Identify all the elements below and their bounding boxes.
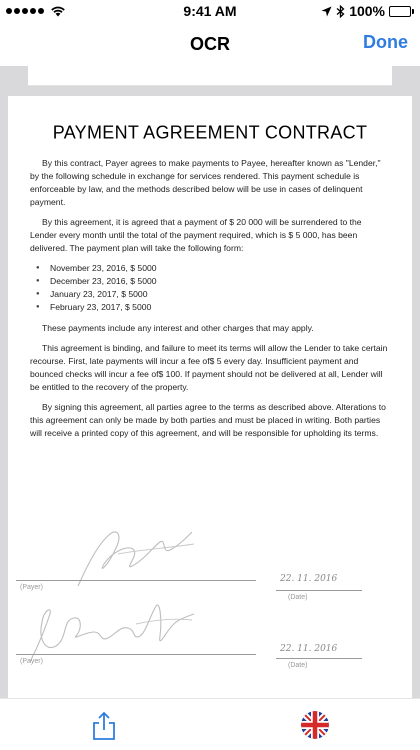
- document-viewer[interactable]: [0, 66, 420, 698]
- share-icon[interactable]: [90, 711, 118, 741]
- date-label-2: (Date): [288, 662, 308, 669]
- payment-schedule: [36, 262, 390, 314]
- paragraph-payment-terms: By this agreement, it is agreed that a payment of $ 20 000 will be surrendered to the Lender every month until the total of the payment required, which is $ 5 000, has been delivered. The payment plan will take the following form:: [30, 217, 362, 253]
- payer-signature-2: [16, 596, 196, 666]
- paragraph-signing: By signing this agreement, all parties agree to the terms as described above. Alterations to this agreement can only be made by both parties and must be placed in writing. Both parties will receive a printed copy of this agreement, and will be responsible for upholding its terms.: [30, 402, 386, 438]
- paragraph-intro: By this contract, Payer agrees to make payments to Payee, hereafter known as "Lender," by the following schedule in exchange for services rendered. This payment schedule is enforceable by law, and the methods described below will be use in cases of delinquent payment.: [30, 158, 381, 207]
- status-time: 9:41 AM: [183, 3, 237, 19]
- payer-label-2: (Payer): [20, 658, 43, 665]
- wifi-icon: [50, 5, 66, 17]
- document-page: [8, 96, 412, 698]
- battery-percent: 100%: [349, 3, 385, 19]
- list-item: ● January 23, 2017, $ 5000: [36, 289, 148, 299]
- payer-signature-line-1: [16, 580, 256, 581]
- list-item: ● December 23, 2016, $ 5000: [36, 276, 157, 286]
- previous-page-edge: [28, 66, 392, 86]
- done-button[interactable]: Done: [363, 32, 408, 52]
- bullet-icon: ●: [36, 291, 40, 297]
- bullet-icon: ●: [36, 265, 40, 271]
- nav-title: OCR: [190, 33, 230, 54]
- bullet-icon: ●: [36, 304, 40, 310]
- signature-date-1: 22. 11. 2016: [280, 574, 338, 584]
- status-bar: [0, 0, 420, 22]
- navigation-bar: [0, 22, 420, 66]
- payer-signature-line-2: [16, 654, 256, 655]
- paragraph-binding: This agreement is binding, and failure to meet its terms will allow the Lender to take certain recourse. First, late payments will incur a fee of$ 5 every day. Insufficient payment and bounced checks will incur a fee of$ 100. If payment should not be delivered at all, Lender will be entitled to the recovery of the property.: [30, 343, 388, 392]
- bullet-icon: ●: [36, 278, 40, 284]
- paragraph-charges: These payments include any interest and other charges that may apply.: [42, 323, 314, 333]
- location-arrow-icon: [321, 6, 332, 17]
- signal-strength-icon: [6, 5, 66, 17]
- uk-flag-icon[interactable]: [301, 711, 329, 739]
- signature-date-2: 22. 11. 2016: [280, 644, 338, 654]
- date-line-2: [276, 658, 362, 659]
- list-item: ● November 23, 2016, $ 5000: [36, 263, 157, 273]
- bluetooth-icon: [336, 5, 345, 18]
- list-item: ● February 23, 2017, $ 5000: [36, 302, 152, 312]
- battery-icon: [389, 6, 414, 17]
- bottom-toolbar: [0, 698, 420, 750]
- date-label-1: (Date): [288, 594, 308, 601]
- payer-signature-1: [58, 524, 198, 592]
- payer-label-1: (Payer): [20, 584, 43, 591]
- date-line-1: [276, 590, 362, 591]
- document-title: PAYMENT AGREEMENT CONTRACT: [52, 121, 368, 143]
